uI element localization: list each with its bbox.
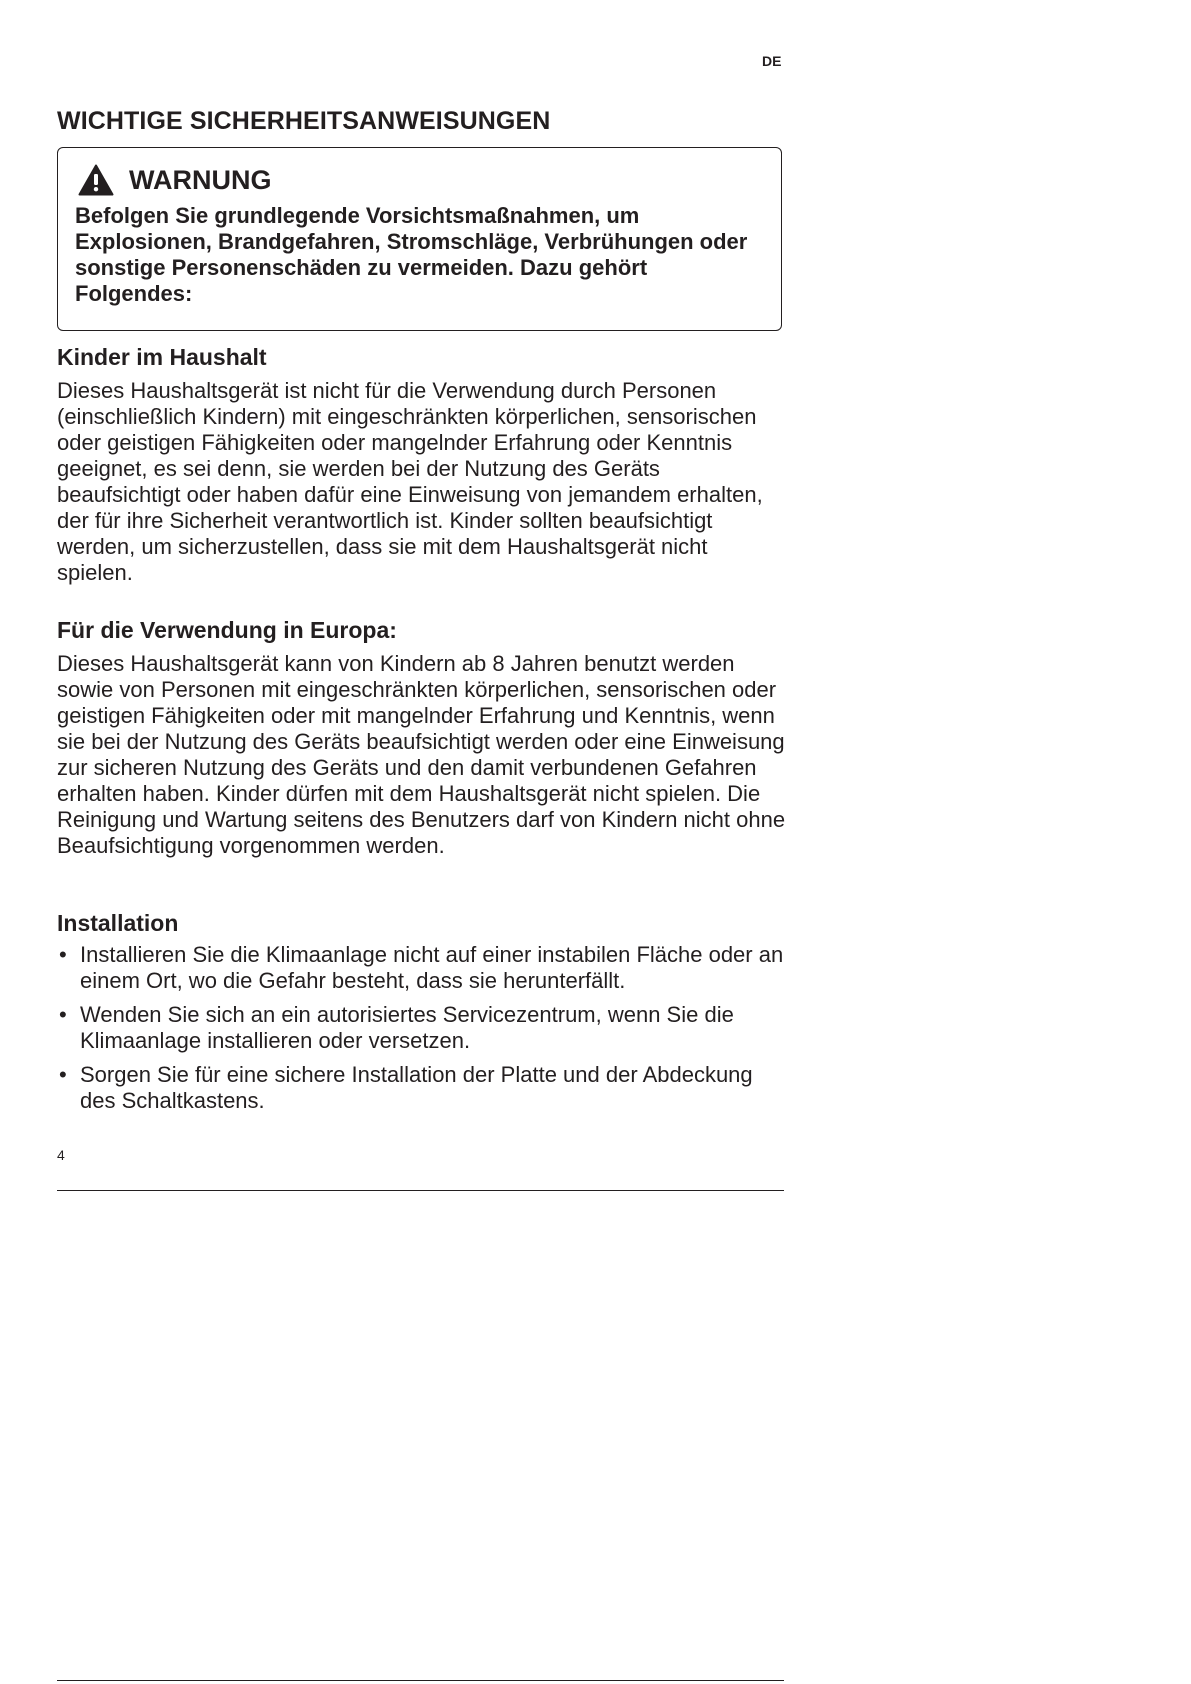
page-number: 4 (57, 1147, 65, 1163)
bullet-icon: • (59, 1002, 67, 1027)
list-item-text: Sorgen Sie für eine sichere Installation der Platte und der Abdeckung des Schaltkastens. (80, 1062, 753, 1113)
bullet-icon: • (59, 1062, 67, 1087)
section-heading-installation: Installation (57, 910, 179, 936)
page-title: WICHTIGE SICHERHEITSANWEISUNGEN (57, 107, 551, 135)
section-text-europe: Dieses Haushaltsgerät kann von Kindern ab 8 Jahren benutzt werden sowie von Personen mit eingeschränkten körperlichen, sensorischen oder geistigen Fähigkeiten oder mit mangelnder Erfahrung und Kenntnis, wenn sie bei der Nutzung des Geräts beaufsichtigt werden oder eine Einweisung zur sicheren Nutzung des Geräts und den damit verbundenen Gefahren erhalten haben. Kinder dürfen mit dem Haushaltsgerät nicht spielen. Die Reinigung und Wartung seitens des Benutzers darf von Kindern nicht ohne Beaufsichtigung vorgenommen werden. (57, 651, 786, 858)
bullet-icon: • (59, 942, 67, 967)
warning-box (57, 147, 782, 331)
language-code: DE (762, 53, 782, 69)
list-item (57, 1002, 787, 1054)
list-item (57, 942, 787, 994)
bottom-divider (57, 1680, 784, 1681)
list-item-text: Wenden Sie sich an ein autorisiertes Servicezentrum, wenn Sie die Klimaanlage installieren oder versetzen. (80, 1002, 734, 1053)
warning-triangle-icon (78, 164, 114, 196)
section-heading-children: Kinder im Haushalt (57, 344, 267, 370)
list-item (57, 1062, 787, 1114)
warning-header (78, 164, 272, 196)
warning-title: WARNUNG (129, 164, 272, 195)
section-heading-europe: Für die Verwendung in Europa: (57, 617, 397, 643)
warning-text: Befolgen Sie grundlegende Vorsichtsmaßnahmen, um Explosionen, Brandgefahren, Stromschläge, Verbrühungen oder sonstige Personenschäden zu vermeiden. Dazu gehört Folgendes: (75, 203, 748, 306)
installation-bullet-list (57, 942, 787, 1122)
footer-divider (57, 1190, 784, 1191)
section-text-children: Dieses Haushaltsgerät ist nicht für die Verwendung durch Personen (einschließlich Kindern) mit eingeschränkten körperlichen, sensorischen oder geistigen Fähigkeiten oder mangelnder Erfahrung oder Kenntnis geeignet, es sei denn, sie werden bei der Nutzung des Geräts beaufsichtigt oder haben dafür eine Einweisung von jemandem erhalten, der für ihre Sicherheit verantwortlich ist. Kinder sollten beaufsichtigt werden, um sicherzustellen, dass sie mit dem Haushaltsgerät nicht spielen. (57, 378, 763, 585)
list-item-text: Installieren Sie die Klimaanlage nicht auf einer instabilen Fläche oder an einem Ort, wo die Gefahr besteht, dass sie herunterfällt. (80, 942, 784, 993)
